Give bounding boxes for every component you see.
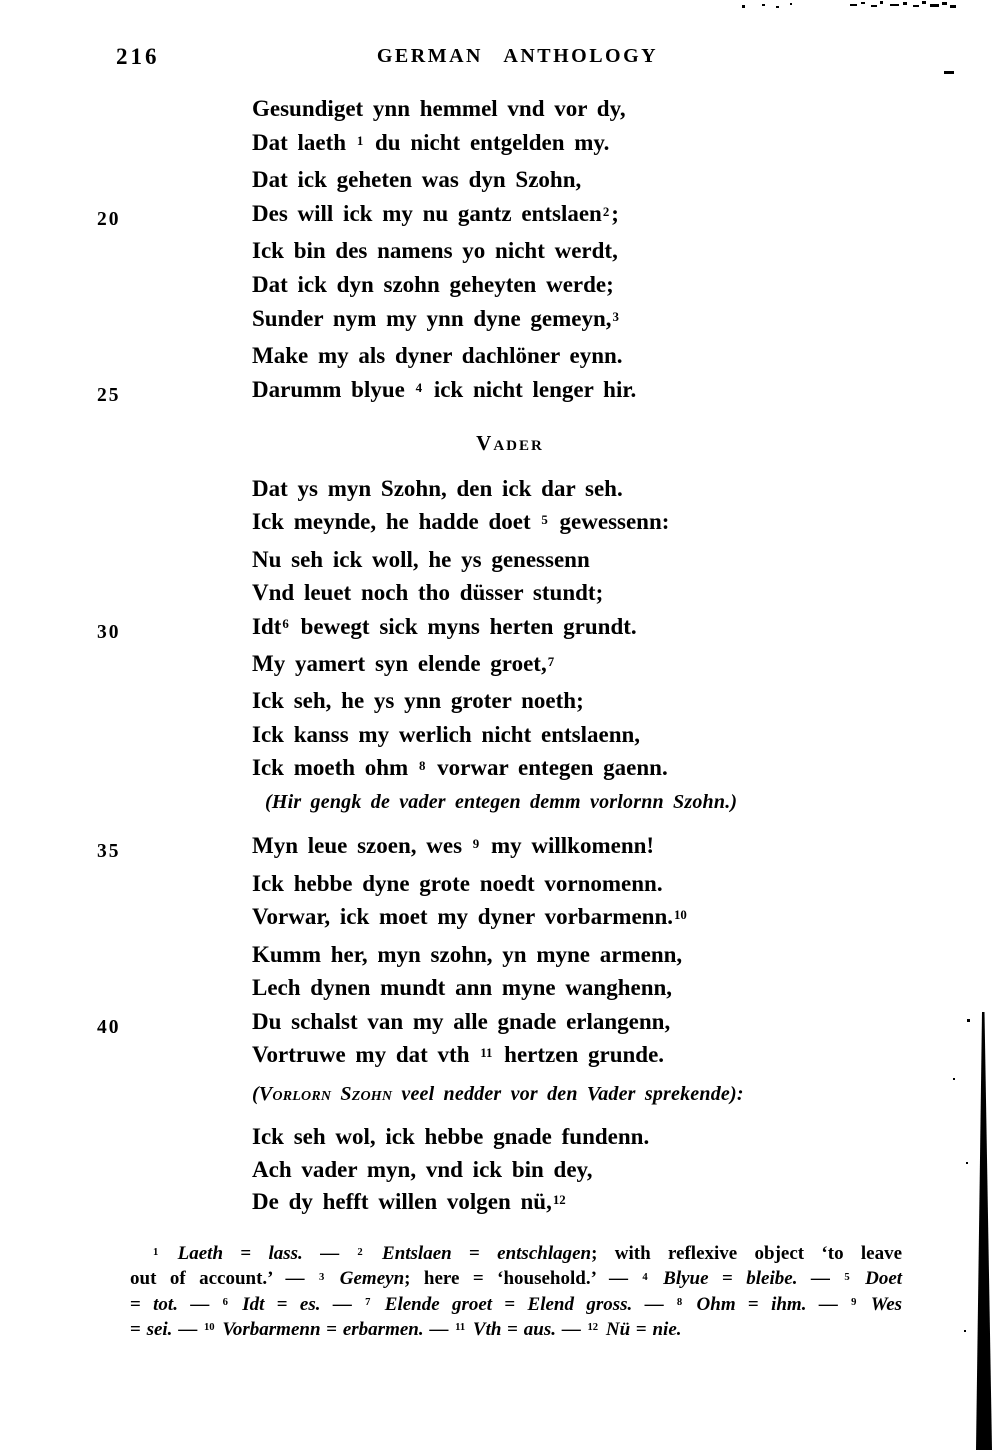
verse-text: Ick meynde, he hadde doet $^5$ gewessenn: [252,509,670,535]
poem-line [97,610,669,647]
verse-text: My yamert syn elende groet,$^7$ [252,651,555,677]
verse-text: Ick hebbe dyne grote noedt vornomenn. [252,870,663,896]
verse-line-number: 35 [97,841,121,862]
stage-direction-2: (Vorlorn Szohn veel nedder vor den Vader sprekende): [252,1083,744,1105]
poem-line [252,1186,649,1222]
verse-text: Vnd leuet noch tho düsser stundt; [252,580,604,606]
verse-text: Dat ick dyn szohn geheyten werde; [252,272,614,297]
poem-line [252,472,669,505]
verse-text: Dat ick geheten was dyn Szohn, [252,167,582,192]
verse-stanza-1 [97,92,637,410]
footnote-line: = sei. — $^{10}$ Vorbarmenn = erbarmen. — $^{11}$ Vth = aus. — $^{12}$ Nü = nie. [130,1318,682,1340]
verse-text: Myn leue szoen, wes $^9$ my willkomenn! [252,833,655,858]
verse-stanza-2 [97,472,670,789]
scan-edge-streak [953,1012,992,1450]
verse-line-number: 40 [97,1016,121,1038]
verse-text: Des will ick my nu gantz entslaen$^2$; [252,201,619,226]
poem-line [252,647,669,684]
poem-line [252,505,669,542]
poem-line [252,718,669,751]
poem-line [97,1005,689,1039]
poem-line [252,268,636,302]
poem-line [97,197,636,234]
verse-text: Vorwar, ick moet my dyner vorbarmenn.$^{10}$ [252,904,687,929]
verse-text: Ick seh wol, ick hebbe gnade fundenn. [252,1124,650,1149]
verse-text: Ick moeth ohm $^8$ vorwar entegen gaenn. [252,755,668,781]
verse-text: Dat laeth $^1$ du nicht entgelden my. [252,130,610,155]
poem-line [252,971,689,1005]
poem-line [252,1154,649,1187]
verse-text: Nu seh ick woll, he ys genessenn [252,546,590,572]
poem-line [252,867,689,901]
footnote-block [130,1243,902,1344]
verse-text: Sunder nym my ynn dyne gemeyn,$^3$ [252,306,619,331]
poem-line [252,339,636,373]
poem-line [252,1038,689,1076]
verse-line-number: 25 [97,385,121,406]
verse-text: Ick seh, he ys ynn groter noeth; [252,688,584,714]
poem-line [252,163,636,197]
poem-line [252,1121,649,1154]
poem-line [252,92,636,126]
poem-line [97,373,637,410]
verse-text: Idt$^6$ bewegt sick myns herten grundt. [252,613,637,639]
footnote-line: out of account.’ — $^3$ Gemeyn; here = ‘household.’ — $^4$ Blyue = bleibe. — $^5$ Doet [130,1268,903,1290]
speaker-heading: Vader [476,431,544,455]
verse-text: Ick bin des namens yo nicht werdt, [252,238,618,263]
poem-line [252,900,689,938]
poem-line [252,234,636,268]
page-number: 216 [116,44,160,69]
verse-stanza-4 [252,1121,649,1222]
poem-line [252,751,669,788]
verse-text: Ach vader myn, vnd ick bin dey, [252,1156,593,1182]
verse-text: Kumm her, myn szohn, yn myne armenn, [252,941,683,967]
poem-line [252,938,689,972]
verse-text: Du schalst van my alle gnade erlangenn, [252,1008,671,1034]
verse-line-number: 20 [97,209,121,230]
poem-line [97,829,689,867]
verse-text: Lech dynen mundt ann myne wanghenn, [252,975,673,1000]
verse-text: Dat ys myn Szohn, den ick dar seh. [252,476,623,501]
verse-text: Ick kanss my werlich nicht entslaenn, [252,721,641,747]
poem-line [252,576,669,609]
verse-text: Gesundiget ynn hemmel vnd vor dy, [252,96,626,121]
verse-line-number: 30 [97,621,121,643]
poem-line [252,684,669,717]
verse-stanza-3 [97,829,689,1076]
running-title: GERMAN ANTHOLOGY [376,45,659,67]
stage-direction-1: (Hir gengk de vader entegen demm vorlornn Szohn.) [265,791,738,813]
poem-line [252,543,669,576]
footnote-line: = tot. — $^6$ Idt = es. — $^7$ Elende groet = Elend gross. — $^8$ Ohm = ihm. — $^9$ Wes [130,1293,903,1315]
verse-text: De dy hefft willen volgen nü,$^{12}$ [252,1189,566,1214]
verse-text: Vortruwe my dat vth $^{11}$ hertzen grunde. [252,1042,665,1067]
poem-line [252,126,636,163]
poem-line [252,302,636,339]
verse-text: Darumm blyue $^4$ ick nicht lenger hir. [252,377,637,402]
verse-text: Make my als dyner dachlöner eynn. [252,343,623,368]
footnote-line: $^1$ Laeth = lass. — $^2$ Entslaen = entschlagen; with reflexive object ‘to leave [153,1243,903,1264]
